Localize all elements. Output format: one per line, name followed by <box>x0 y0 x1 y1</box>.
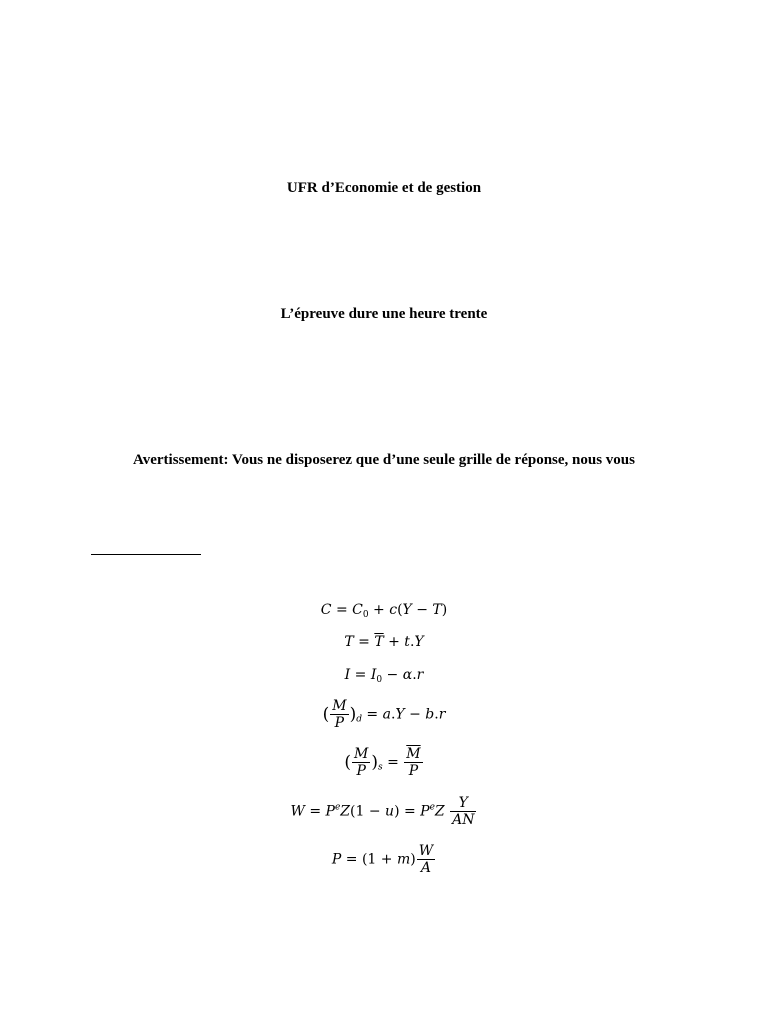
separator-line <box>91 554 201 555</box>
duration-heading: L’épreuve dure une heure trente <box>280 306 488 322</box>
equation-consumption: $C = C_0 + c(Y - T)$ <box>320 602 448 620</box>
equation-investment: $I = I_0 - \alpha.r$ <box>344 667 424 685</box>
equation-money-demand: ( $\frac{M}{P}$ )$_d = a.Y - b.r$ <box>322 698 446 731</box>
ufr-heading: UFR d’Economie et de gestion <box>286 180 482 196</box>
equation-money-supply: ( $\frac{M}{P}$ )$_s$ = $\frac{\overline{M}}{P}$ <box>344 746 421 779</box>
warning-text: Avertissement: Vous ne disposerez que d’une seule grille de réponse, nous vous <box>133 452 635 468</box>
equation-taxes: $T = \overline{T} + t.Y$ <box>344 634 424 650</box>
equation-wage: $W = P^eZ(1 - u) = P^eZ$ $\frac{Y}{A\overline{N}}$ <box>290 795 475 828</box>
equation-price: P = (1 + m) $\frac{W}{A}$ <box>331 843 434 876</box>
